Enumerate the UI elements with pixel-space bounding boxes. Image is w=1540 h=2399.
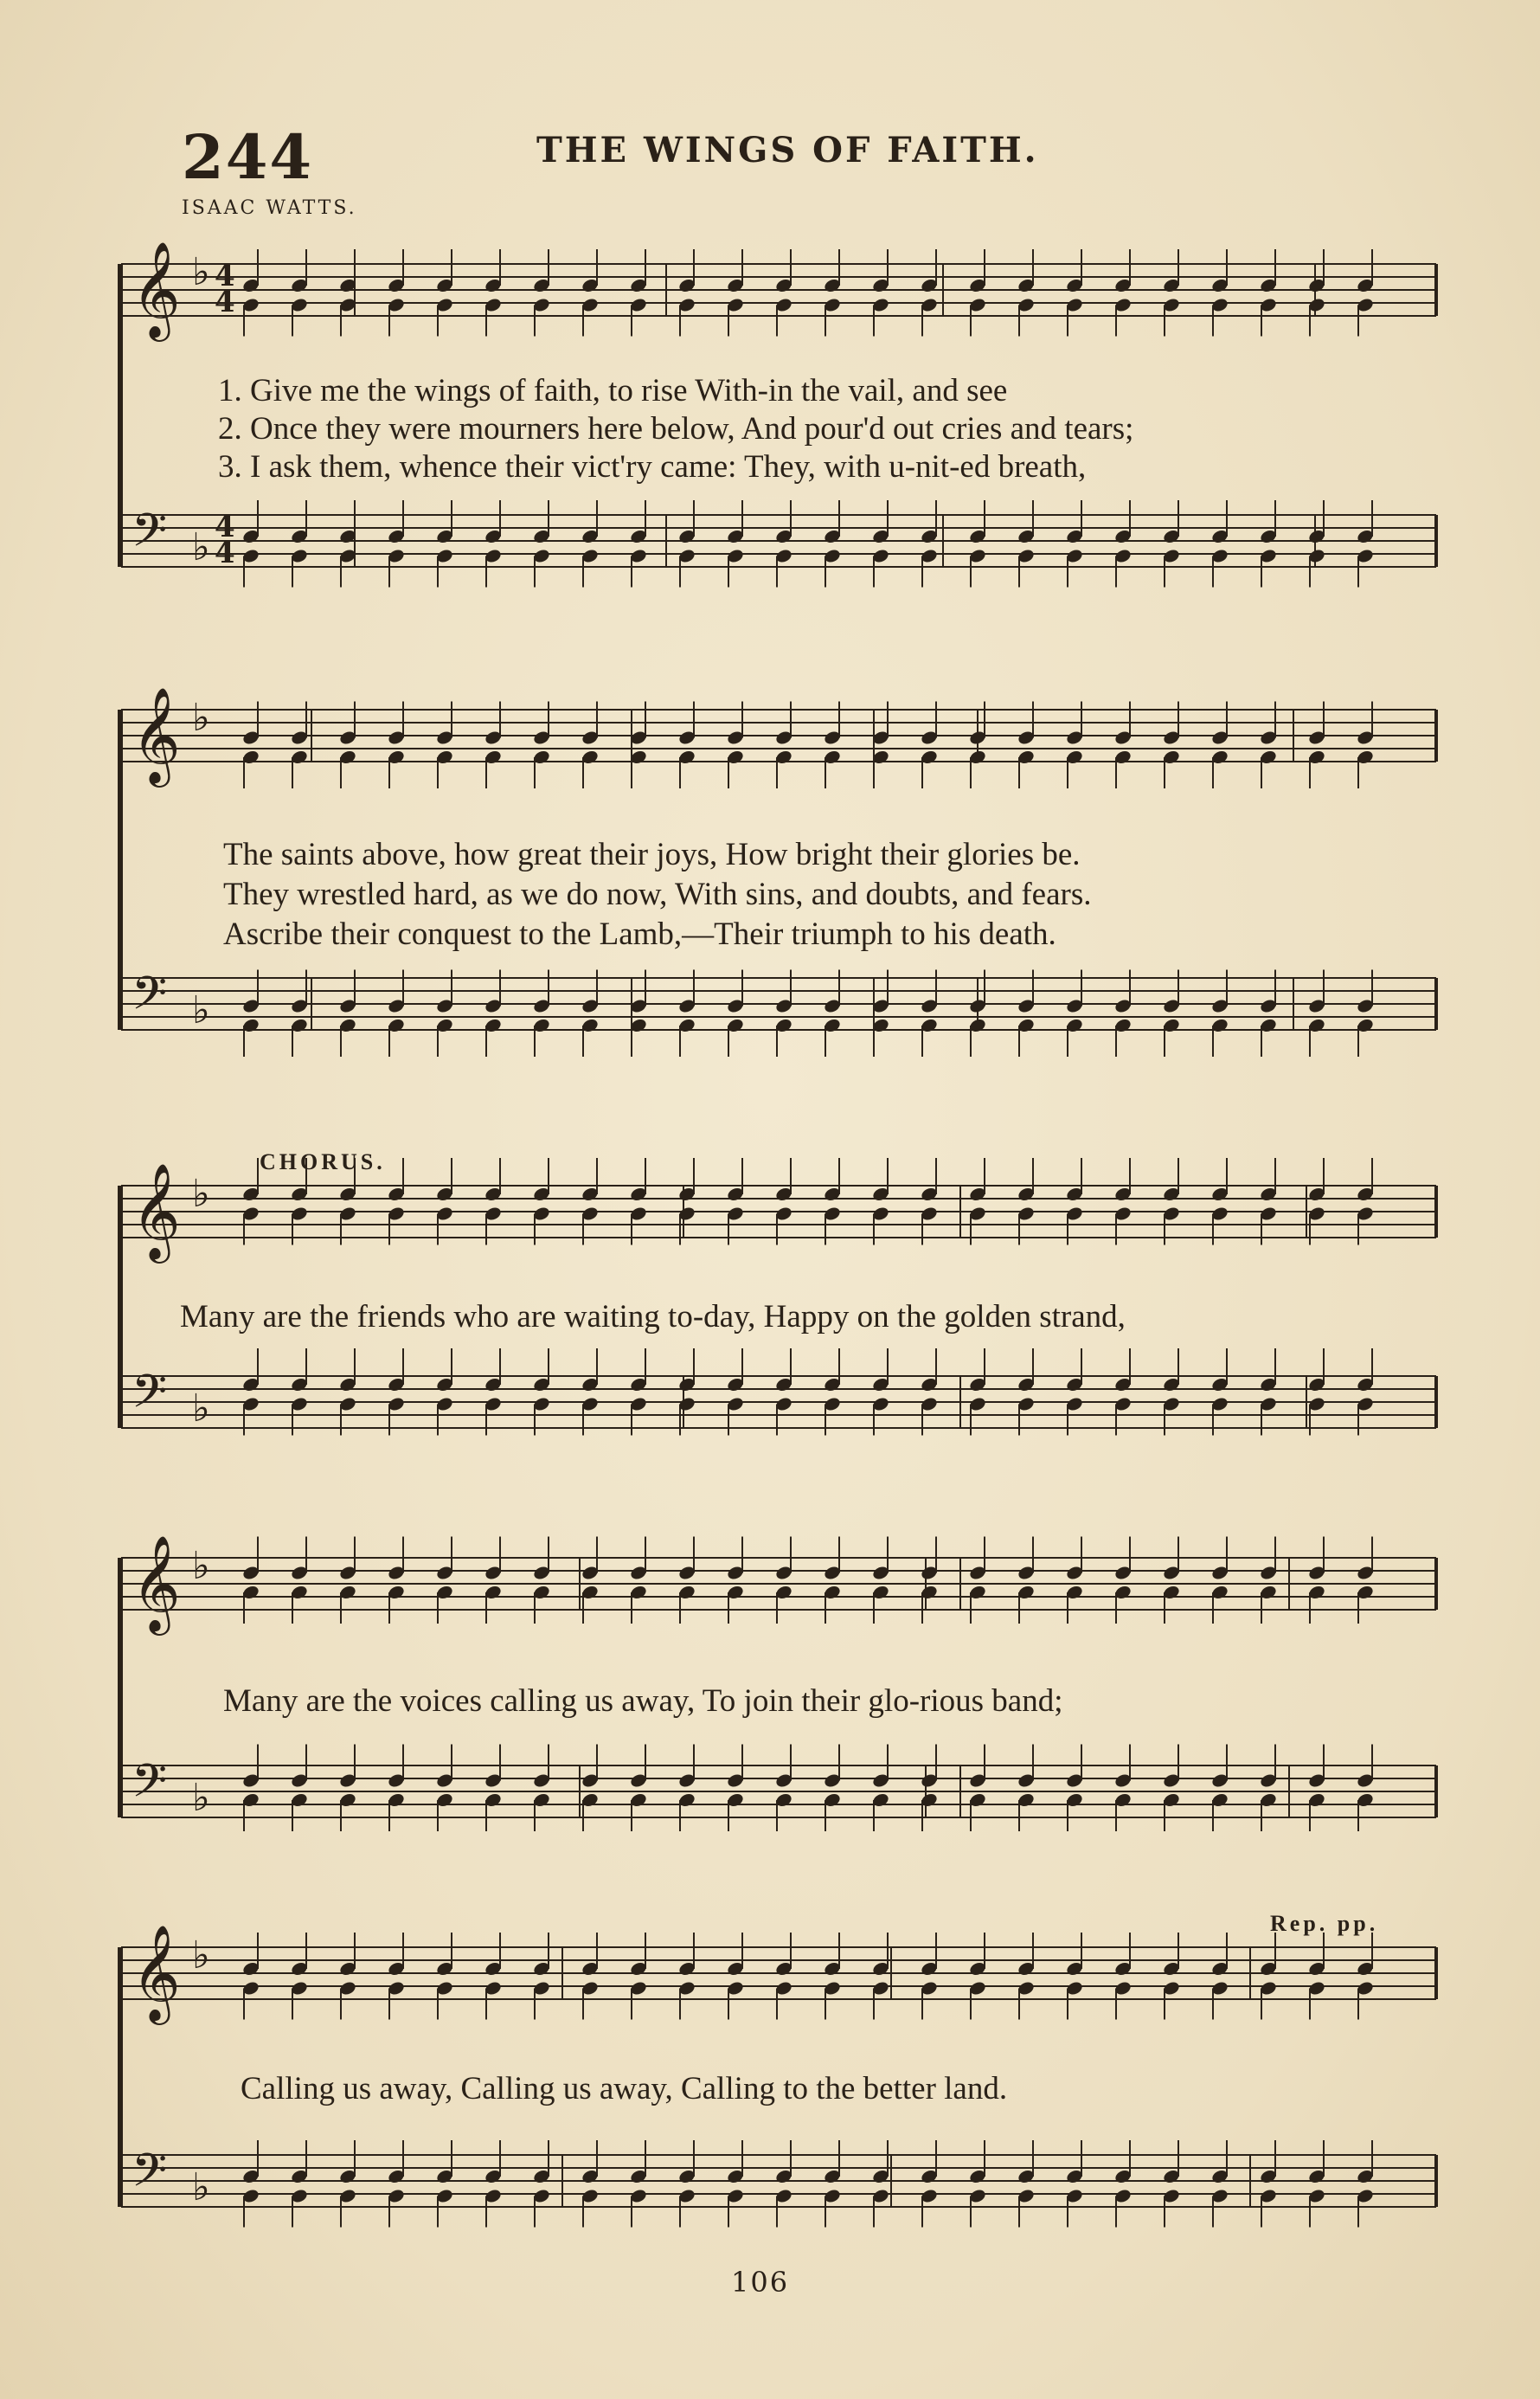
lyric-chorus-line1: Many are the friends who are waiting to-day, Happy on the golden strand, bbox=[180, 1299, 1126, 1335]
flat-sign-icon: ♭ bbox=[192, 696, 210, 740]
time-signature-digit: 4 bbox=[215, 259, 235, 293]
lyric-verse3-line1: 3. I ask them, whence their vict'ry came: They, with u-nit-ed breath, bbox=[218, 449, 1087, 485]
lyric-verse1-line2: The saints above, how great their joys, How bright their glories be. bbox=[223, 837, 1081, 872]
flat-sign-icon: ♭ bbox=[192, 1776, 210, 1820]
time-signature-digit: 4 bbox=[215, 536, 235, 570]
flat-sign-icon: ♭ bbox=[192, 2165, 210, 2209]
time-signature-digit: 4 bbox=[215, 285, 235, 319]
bass-clef-icon: 𝄢 bbox=[132, 968, 168, 1032]
flat-sign-icon: ♭ bbox=[192, 1172, 210, 1216]
flat-sign-icon: ♭ bbox=[192, 988, 210, 1032]
treble-clef-icon: 𝄞 bbox=[132, 1924, 181, 2021]
bass-clef-icon: 𝄢 bbox=[132, 2145, 168, 2209]
chorus-label: CHORUS. bbox=[260, 1149, 386, 1174]
bass-clef-icon: 𝄢 bbox=[132, 1366, 168, 1430]
bass-clef-icon: 𝄢 bbox=[132, 1755, 168, 1819]
lyric-chorus-line2: Many are the voices calling us away, To join their glo-rious band; bbox=[223, 1683, 1063, 1719]
hymn-number: 244 bbox=[182, 121, 314, 193]
flat-sign-icon: ♭ bbox=[192, 1544, 210, 1588]
treble-clef-icon: 𝄞 bbox=[132, 241, 181, 338]
treble-clef-icon: 𝄞 bbox=[132, 686, 181, 783]
hymn-title: THE WINGS OF FAITH. bbox=[536, 130, 1039, 170]
lyric-chorus-line3: Calling us away, Calling us away, Calling to the better land. bbox=[241, 2071, 1008, 2106]
time-signature-digit: 4 bbox=[215, 510, 235, 544]
treble-clef-icon: 𝄞 bbox=[132, 1162, 181, 1259]
bass-clef-icon: 𝄢 bbox=[132, 505, 168, 569]
flat-sign-icon: ♭ bbox=[192, 1933, 210, 1978]
treble-clef-icon: 𝄞 bbox=[132, 1534, 181, 1631]
repeat-label: Rep. pp. bbox=[1270, 1911, 1379, 1936]
flat-sign-icon: ♭ bbox=[192, 1386, 210, 1431]
author-credit: ISAAC WATTS. bbox=[182, 197, 357, 219]
lyric-verse1-line1: 1. Give me the wings of faith, to rise With-in the vail, and see bbox=[218, 373, 1008, 408]
lyric-verse2-line1: 2. Once they were mourners here below, And pour'd out cries and tears; bbox=[218, 411, 1134, 447]
lyric-verse2-line2: They wrestled hard, as we do now, With sins, and doubts, and fears. bbox=[223, 877, 1092, 912]
lyric-verse3-line2: Ascribe their conquest to the Lamb,—Their triumph to his death. bbox=[223, 917, 1056, 952]
flat-sign-icon: ♭ bbox=[192, 525, 210, 569]
page-number: 106 bbox=[731, 2266, 790, 2299]
flat-sign-icon: ♭ bbox=[192, 250, 210, 294]
